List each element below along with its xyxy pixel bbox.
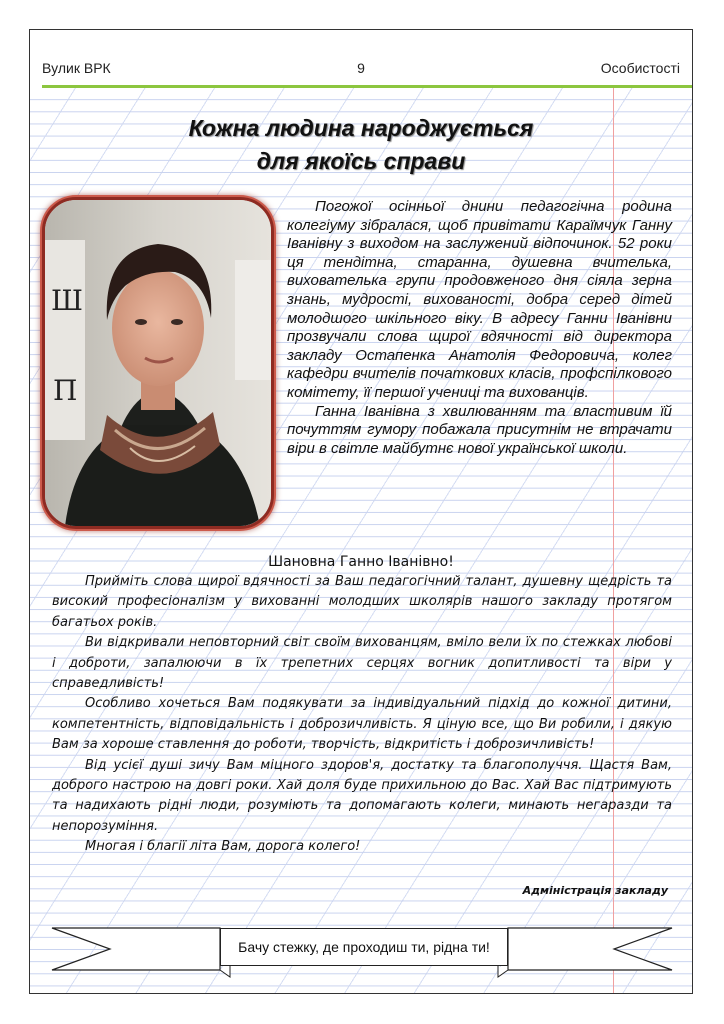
newsletter-name: Вулик ВРК <box>42 60 111 76</box>
letter-signature: Адміністрація закладу <box>522 884 668 897</box>
svg-text:Ш: Ш <box>51 284 83 317</box>
page-number: 9 <box>357 60 365 76</box>
article-title-line-2: для якоїсь справи <box>256 148 466 174</box>
letter-paragraph: Від усієї душі зичу Вам міцного здоров'я, достатку та благополуччя. Щастя Вам, доброго настрою на довгі роки. Хай доля буде прихильною до Вас. Хай Вас підтримують та надихають рідні люди, розуміють та допомагають колеги, минають негаразди та непорозуміння. <box>52 757 672 834</box>
letter-paragraph: Ви відкривали неповторний світ своїм вихованцям, вміло вели їх по стежках любові і доброти, запалюючи в їх трепетних серцях вогник допитливості та віри у справедливість! <box>52 635 672 692</box>
page-frame <box>29 29 693 994</box>
letter-paragraph: Особливо хочеться Вам подякувати за індивідуальний підхід до кожної дитини, компетентність, відповідальність і доброзичливість. Я ціную все, що Ви робили, і дякую Вам за хороше ставлення до роботи, творчість, відкритість і доброзичливість! <box>52 696 672 753</box>
article-title-line-1: Кожна людина народжується <box>188 115 534 141</box>
svg-text:П: П <box>53 374 78 407</box>
article-intro <box>287 198 672 458</box>
letter-paragraph: Прийміть слова щирої вдячності за Ваш педагогічний талант, душевну щедрість та високий професіоналізм у вихованні молодших школярів нашого закладу протягом багатьох років. <box>52 574 672 630</box>
intro-paragraph: Ганна Іванівна з хвилюванням та властивим їй почуттям гумору побажала присутнім не втрачати віри в світле майбутнє нової української школи. <box>287 402 672 457</box>
portrait-illustration <box>45 200 271 526</box>
header-divider <box>42 85 692 88</box>
letter-greeting: Шановна Ганно Іванівно! <box>268 554 454 570</box>
letter-paragraph: Многая і благії літа Вам, дорога колего! <box>85 839 361 855</box>
page-header <box>30 30 692 88</box>
section-name: Особистості <box>600 60 680 76</box>
intro-paragraph: Погожої осінньої днини педагогічна родина колегіуму зібралася, щоб привітати Караїмчук Ганну Іванівну з виходом на заслужений відпочинок. 52 роки ця тендітна, старанна, душевна вчителька, вихователька групи продовженого дня сіяла зерна знань, мудрості, вихованості, добра серед дітей молодшого шкільного віку. В адресу Ганни Іванівни прозвучали слова щирої вдячності від директора закладу Остапенка Анатолія Федоровича, колег кафедри вчителів початкових класів, профспілкового комітету, її першої учениці та вихованців. <box>287 198 672 401</box>
motto-banner-text: Бачу стежку, де проходиш ти, рідна ти! <box>220 928 508 966</box>
congratulation-letter <box>52 572 672 858</box>
teacher-portrait-photo <box>42 197 274 529</box>
